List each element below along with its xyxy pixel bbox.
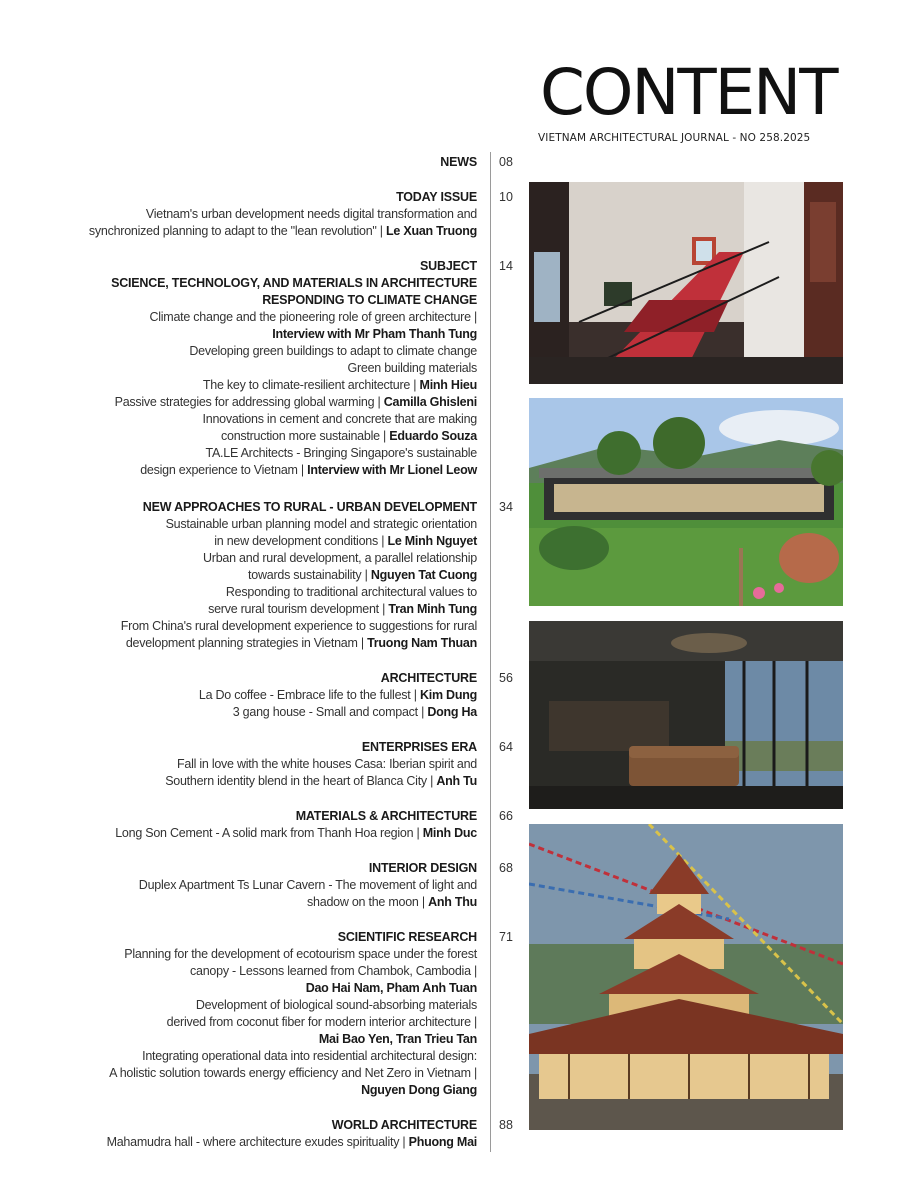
author: Mai Bao Yen, Tran Trieu Tan — [318, 1032, 477, 1046]
section-rural-urban — [20, 499, 477, 652]
section-subheading: RESPONDING TO CLIMATE CHANGE — [262, 293, 477, 307]
page-number: 71 — [499, 930, 513, 944]
page-number: 10 — [499, 190, 513, 204]
section-interior-design — [20, 860, 477, 911]
article-line: Green building materials — [347, 361, 477, 375]
article-line: shadow on the moon | Anh Thu — [307, 895, 477, 909]
author: Nguyen Dong Giang — [361, 1083, 477, 1097]
author: Le Xuan Truong — [386, 224, 477, 238]
page-number: 34 — [499, 500, 513, 514]
article-line: From China's rural development experience to suggestions for rural — [120, 619, 477, 633]
article-line: construction more sustainable | Eduardo Souza — [221, 429, 477, 443]
section-news — [20, 154, 477, 171]
section-heading: ENTERPRISES ERA — [361, 740, 477, 754]
article-line: design experience to Vietnam | Interview with Mr Lionel Leow — [140, 463, 477, 477]
author: Interview with Mr Pham Thanh Tung — [272, 327, 477, 341]
article-line: Planning for the development of ecotourism space under the forest — [124, 947, 477, 961]
article-line: development planning strategies in Vietnam | Truong Nam Thuan — [125, 636, 477, 650]
section-heading: SCIENTIFIC RESEARCH — [337, 930, 477, 944]
article-line: Development of biological sound-absorbing materials — [195, 998, 477, 1012]
section-materials-architecture — [20, 808, 477, 842]
page-title: CONTENT — [540, 56, 837, 129]
author: Camilla Ghisleni — [383, 395, 477, 409]
photo-cafe-interior — [529, 621, 843, 809]
article-line: canopy - Lessons learned from Chambok, Cambodia | — [190, 964, 477, 978]
article-line: Fall in love with the white houses Casa: Iberian spirit and — [177, 757, 477, 771]
article-line: Innovations in cement and concrete that are making — [202, 412, 477, 426]
article-line: Vietnam's urban development needs digital transformation and — [145, 207, 477, 221]
section-heading: INTERIOR DESIGN — [368, 861, 477, 875]
author: Eduardo Souza — [389, 429, 477, 443]
section-subheading: SCIENCE, TECHNOLOGY, AND MATERIALS IN ARCHITECTURE — [111, 276, 477, 290]
article-line: Developing green buildings to adapt to climate change — [189, 344, 477, 358]
article-line: La Do coffee - Embrace life to the fullest | Kim Dung — [198, 688, 477, 702]
page-number: 64 — [499, 740, 513, 754]
article-line: Responding to traditional architectural values to — [225, 585, 477, 599]
journal-subtitle: VIETNAM ARCHITECTURAL JOURNAL - NO 258.2025 — [538, 132, 811, 144]
author: Le Minh Nguyet — [387, 534, 477, 548]
author: Anh Thu — [428, 895, 477, 909]
author: Minh Hieu — [419, 378, 477, 392]
section-heading: WORLD ARCHITECTURE — [331, 1118, 477, 1132]
article-line: Integrating operational data into residential architectural design: — [142, 1049, 477, 1063]
section-heading: NEW APPROACHES TO RURAL - URBAN DEVELOPMENT — [142, 500, 477, 514]
article-line: in new development conditions | Le Minh Nguyet — [214, 534, 477, 548]
author: Tran Minh Tung — [388, 602, 477, 616]
column-divider — [490, 152, 491, 1152]
article-line: Passive strategies for addressing global warming | Camilla Ghisleni — [114, 395, 477, 409]
article-line: serve rural tourism development | Tran Minh Tung — [208, 602, 477, 616]
author: Truong Nam Thuan — [367, 636, 477, 650]
page-number: 56 — [499, 671, 513, 685]
article-line: Sustainable urban planning model and strategic orientation — [165, 517, 477, 531]
author: Nguyen Tat Cuong — [370, 568, 477, 582]
article-line: 3 gang house - Small and compact | Dong Ha — [232, 705, 477, 719]
page-number: 08 — [499, 155, 513, 169]
photo-red-staircase — [529, 182, 843, 384]
article-line — [20, 1031, 477, 1048]
page-number: 66 — [499, 809, 513, 823]
article-line: TA.LE Architects - Bringing Singapore's sustainable — [205, 446, 477, 460]
article-line: Long Son Cement - A solid mark from Thanh Hoa region | Minh Duc — [115, 826, 477, 840]
photo-mahamudra-hall — [529, 824, 843, 1130]
article-line: Mahamudra hall - where architecture exudes spirituality | Phuong Mai — [106, 1135, 477, 1149]
page-number: 14 — [499, 259, 513, 273]
article-line: towards sustainability | Nguyen Tat Cuong — [248, 568, 477, 582]
section-heading: NEWS — [440, 155, 477, 169]
article-line: Duplex Apartment Ts Lunar Cavern - The movement of light and — [138, 878, 477, 892]
author: Anh Tu — [436, 774, 477, 788]
author: Dao Hai Nam, Pham Anh Tuan — [305, 981, 477, 995]
section-today-issue — [20, 189, 477, 240]
section-heading: TODAY ISSUE — [396, 190, 477, 204]
article-line — [20, 1082, 477, 1099]
article-line: A holistic solution towards energy efficiency and Net Zero in Vietnam | — [109, 1066, 477, 1080]
article-line: Urban and rural development, a parallel relationship — [203, 551, 477, 565]
author: Kim Dung — [419, 688, 477, 702]
article-line — [20, 326, 477, 343]
section-architecture — [20, 670, 477, 721]
author: Phuong Mai — [408, 1135, 477, 1149]
section-heading: SUBJECT — [420, 259, 477, 273]
section-heading: ARCHITECTURE — [380, 671, 477, 685]
section-world-architecture — [20, 1117, 477, 1151]
author: Interview with Mr Lionel Leow — [307, 463, 477, 477]
article-line: Climate change and the pioneering role of green architecture | — [149, 310, 477, 324]
section-enterprises-era — [20, 739, 477, 790]
section-scientific-research — [20, 929, 477, 1099]
article-line: derived from coconut fiber for modern interior architecture | — [166, 1015, 477, 1029]
author: Dong Ha — [427, 705, 477, 719]
photo-garden-pavilion — [529, 398, 843, 606]
section-subject — [20, 258, 477, 479]
section-heading: MATERIALS & ARCHITECTURE — [295, 809, 477, 823]
article-line: synchronized planning to adapt to the "lean revolution" | Le Xuan Truong — [88, 224, 477, 238]
article-line — [20, 980, 477, 997]
page-number: 68 — [499, 861, 513, 875]
article-line: Southern identity blend in the heart of Blanca City | Anh Tu — [165, 774, 477, 788]
author: Minh Duc — [422, 826, 477, 840]
page-number: 88 — [499, 1118, 513, 1132]
article-line: The key to climate-resilient architecture | Minh Hieu — [202, 378, 477, 392]
